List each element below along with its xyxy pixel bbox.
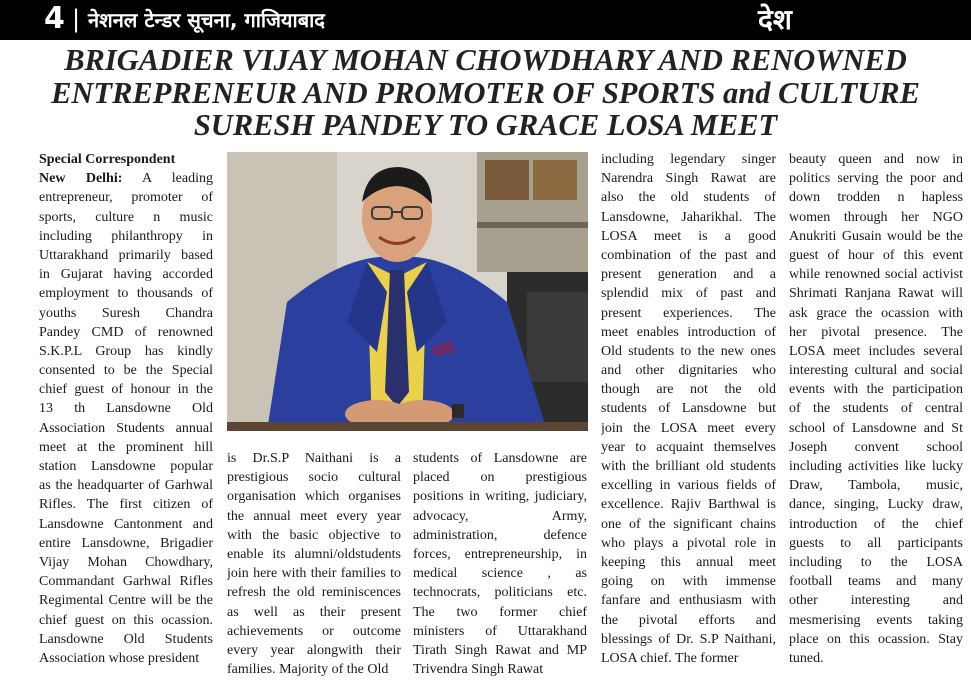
byline-author: Special Correspondent	[39, 152, 176, 167]
text-line: sports, culture n music	[39, 209, 213, 225]
text-line: Vijay Mohan Chowdhary,	[39, 554, 213, 570]
text-line: Rifles. The first citizen of	[39, 497, 213, 513]
article-column-2	[227, 449, 401, 679]
text-line: chief guest of honour in the	[39, 382, 213, 398]
text-line: mesmerising events taking	[789, 612, 963, 628]
text-line: going on with immense	[601, 574, 776, 590]
text-line: fanfare and enthusiasm with	[601, 593, 776, 609]
text-line: also the old students of	[601, 190, 776, 206]
text-line: join the LOSA meet every	[601, 420, 776, 436]
text-line: meet enables introduction of	[601, 324, 776, 340]
text-line: Lansdowne Old Students	[39, 631, 213, 647]
article-column-3	[413, 449, 587, 679]
text-line: Pandey CMD of renowned	[39, 324, 213, 340]
text-line: meet at the prominent hill	[39, 439, 213, 455]
text-line: join here with their families to	[227, 566, 401, 582]
text-line: LOSA chief. The former	[601, 650, 739, 666]
portrait-illustration	[227, 152, 588, 431]
text-line: including activities like lucky	[789, 459, 963, 474]
text-line: Association Students annual	[39, 420, 213, 436]
text-line: families. Majority of the Old	[227, 662, 389, 678]
text-line: present experiences. The	[601, 305, 776, 321]
text-line: ministers of Uttarakhand	[413, 623, 587, 639]
text-line: in Gujarat having accorded	[39, 267, 213, 283]
text-line: Trivendra Singh Rawat	[413, 662, 544, 678]
text-line: Shrimati Ranjana Rawat will	[789, 286, 963, 302]
text-line: positions in writing, judiciary,	[413, 489, 587, 505]
article-column-4	[601, 150, 776, 668]
text-line: prestigious socio cultural	[227, 470, 401, 486]
section-name: देश	[758, 3, 792, 36]
headline-line-3: SURESH PANDEY TO GRACE LOSA MEET	[193, 108, 778, 142]
text-line: year to acquaint themselves	[601, 439, 776, 455]
text-line: consented to be the Special	[39, 363, 213, 379]
dateline: New Delhi:	[39, 171, 123, 187]
portrait-photo	[227, 152, 588, 431]
text-line: the pivotal efforts and	[601, 612, 776, 628]
text-line: Old students to the new ones	[601, 343, 776, 359]
text-line: and other dignitaries who	[601, 363, 776, 379]
text-line: Tirath Singh Rawat and MP	[413, 642, 587, 658]
text-line: beauty queen and now in	[789, 152, 963, 167]
text-line: other interesting and	[789, 593, 963, 609]
text-line: the annual meet every year	[227, 508, 401, 524]
text-line: introduction of the chief	[789, 516, 963, 532]
text-line: The two former chief	[413, 604, 587, 620]
text-line: present generation and a	[601, 267, 776, 283]
text-line: including philanthropy in	[39, 228, 213, 244]
text-line: with the basic objective to	[227, 527, 401, 543]
text-line: place on this ocassion. Stay	[789, 631, 963, 647]
text-line: events with the participation	[789, 382, 963, 398]
text-line: Uttarakhand primarily based	[39, 247, 213, 263]
article-column-5	[789, 150, 963, 668]
text-line: tuned.	[789, 650, 824, 666]
column-3-body	[413, 449, 587, 679]
text-line: forces, entrepreneurship, in	[413, 546, 587, 562]
text-line: keeping this annual meet	[601, 554, 776, 570]
column-1-body	[39, 188, 213, 668]
text-line: Association whose president	[39, 650, 200, 666]
text-line: splendid mix of past and	[601, 286, 776, 302]
text-line: employment to thousands of	[39, 286, 213, 302]
text-line: excellence. Rajiv Barthwal is	[601, 497, 776, 513]
text-line: Joseph convent school	[789, 439, 963, 455]
header-title: नेशनल टेन्डर सूचना, गाजियाबाद	[88, 8, 325, 32]
headline-line-1: BRIGADIER VIJAY MOHAN CHOWDHARY AND RENOWNED	[64, 43, 907, 77]
text-line: of the students of central	[789, 401, 963, 417]
text-line: is Dr.S.P Naithani is a	[227, 451, 401, 466]
text-line: organisation which organises	[227, 489, 401, 505]
text-line: achievements or outcome	[227, 623, 401, 639]
text-line: as well as their present	[227, 604, 401, 620]
text-line: Commandant Garhwal Rifles	[39, 574, 213, 590]
text-line: Anukriti Gusain would be the	[789, 228, 963, 244]
text-line: every year alongwith their	[227, 642, 401, 658]
text-line: football teams and many	[789, 574, 963, 590]
text-line: medical science , as	[413, 566, 587, 582]
text-line: guests to all participants	[789, 535, 963, 551]
text-line: as the headquarter of Garhwal	[39, 478, 213, 494]
text-line: Lansdowne Cantonment and	[39, 516, 213, 532]
text-line: station Lansdowne popular	[39, 459, 213, 474]
text-line: with the brilliant old students	[601, 459, 776, 474]
text-line: entrepreneur, promoter of	[39, 190, 213, 206]
text-line: Narendra Singh Rawat are	[601, 171, 776, 187]
column-4-body	[601, 150, 776, 668]
page-header-bar	[0, 0, 971, 40]
text-line: LOSA meet is a good	[601, 228, 776, 244]
text-line: students of Lansdowne but	[601, 401, 776, 417]
article-headline	[0, 44, 971, 142]
text-line: Draw, Tambola, music,	[789, 478, 963, 494]
text-line: one of the significant chains	[601, 516, 776, 532]
text-line: refresh the old reminiscences	[227, 585, 401, 601]
text-line: advocacy, Army,	[413, 508, 587, 524]
dateline-line	[39, 169, 213, 188]
text-line: chief guest on this ocassion.	[39, 612, 213, 628]
text-line: administration, defence	[413, 527, 587, 543]
headline-line-2: ENTREPRENEUR AND PROMOTER OF SPORTS and CULTURE	[51, 75, 920, 110]
text-line: down trodden n hapless	[789, 190, 963, 206]
text-line: technocrats, politicians etc.	[413, 585, 587, 601]
text-line: women through her NGO	[789, 209, 963, 225]
text-line: including legendary singer	[601, 152, 776, 167]
text-line: politics serving the poor and	[789, 171, 963, 187]
text-line: school of Lansdowne and St	[789, 420, 963, 436]
text-line: guest of hour of this event	[789, 247, 963, 263]
text-line: ask grace the ocassion with	[789, 305, 963, 321]
column-5-body	[789, 150, 963, 668]
text-line: her pivotal presence. The	[789, 324, 963, 340]
text-line: LOSA meet includes several	[789, 343, 963, 359]
text-line: while renowned social activist	[789, 267, 963, 283]
column-2-body	[227, 449, 401, 679]
text-line: Regimental Centre will be the	[39, 593, 213, 609]
text-line: S.K.P.L Group has kindly	[39, 343, 213, 359]
text-line: students of Lansdowne are	[413, 451, 587, 466]
text-line: excelling in various fields of	[601, 478, 776, 494]
text-line: Lansdowne, Jaharikhal. The	[601, 209, 776, 225]
text-line: dance, singing, Lucky draw,	[789, 497, 963, 513]
text-line: placed on prestigious	[413, 470, 587, 486]
text-line: 13 th Lansdowne Old	[39, 401, 213, 417]
text-line: interesting cultural and social	[789, 363, 963, 379]
page-number: 4	[44, 1, 65, 36]
text-line: youths Suresh Chandra	[39, 305, 213, 321]
text-line: enable its alumni/oldstudents	[227, 546, 401, 562]
text-line: including to the LOSA	[789, 554, 963, 570]
text-line: combination of the past and	[601, 247, 776, 263]
text-line: entire Lansdowne, Brigadier	[39, 535, 213, 551]
text-line: who plays a pivotal role in	[601, 535, 776, 551]
header-separator: |	[72, 5, 81, 33]
text-line: blessings of Dr. S.P Naithani,	[601, 631, 776, 647]
text-line: though are not the old	[601, 382, 776, 398]
article-column-1	[39, 150, 213, 668]
column-1-first-line: A leading	[122, 171, 213, 187]
